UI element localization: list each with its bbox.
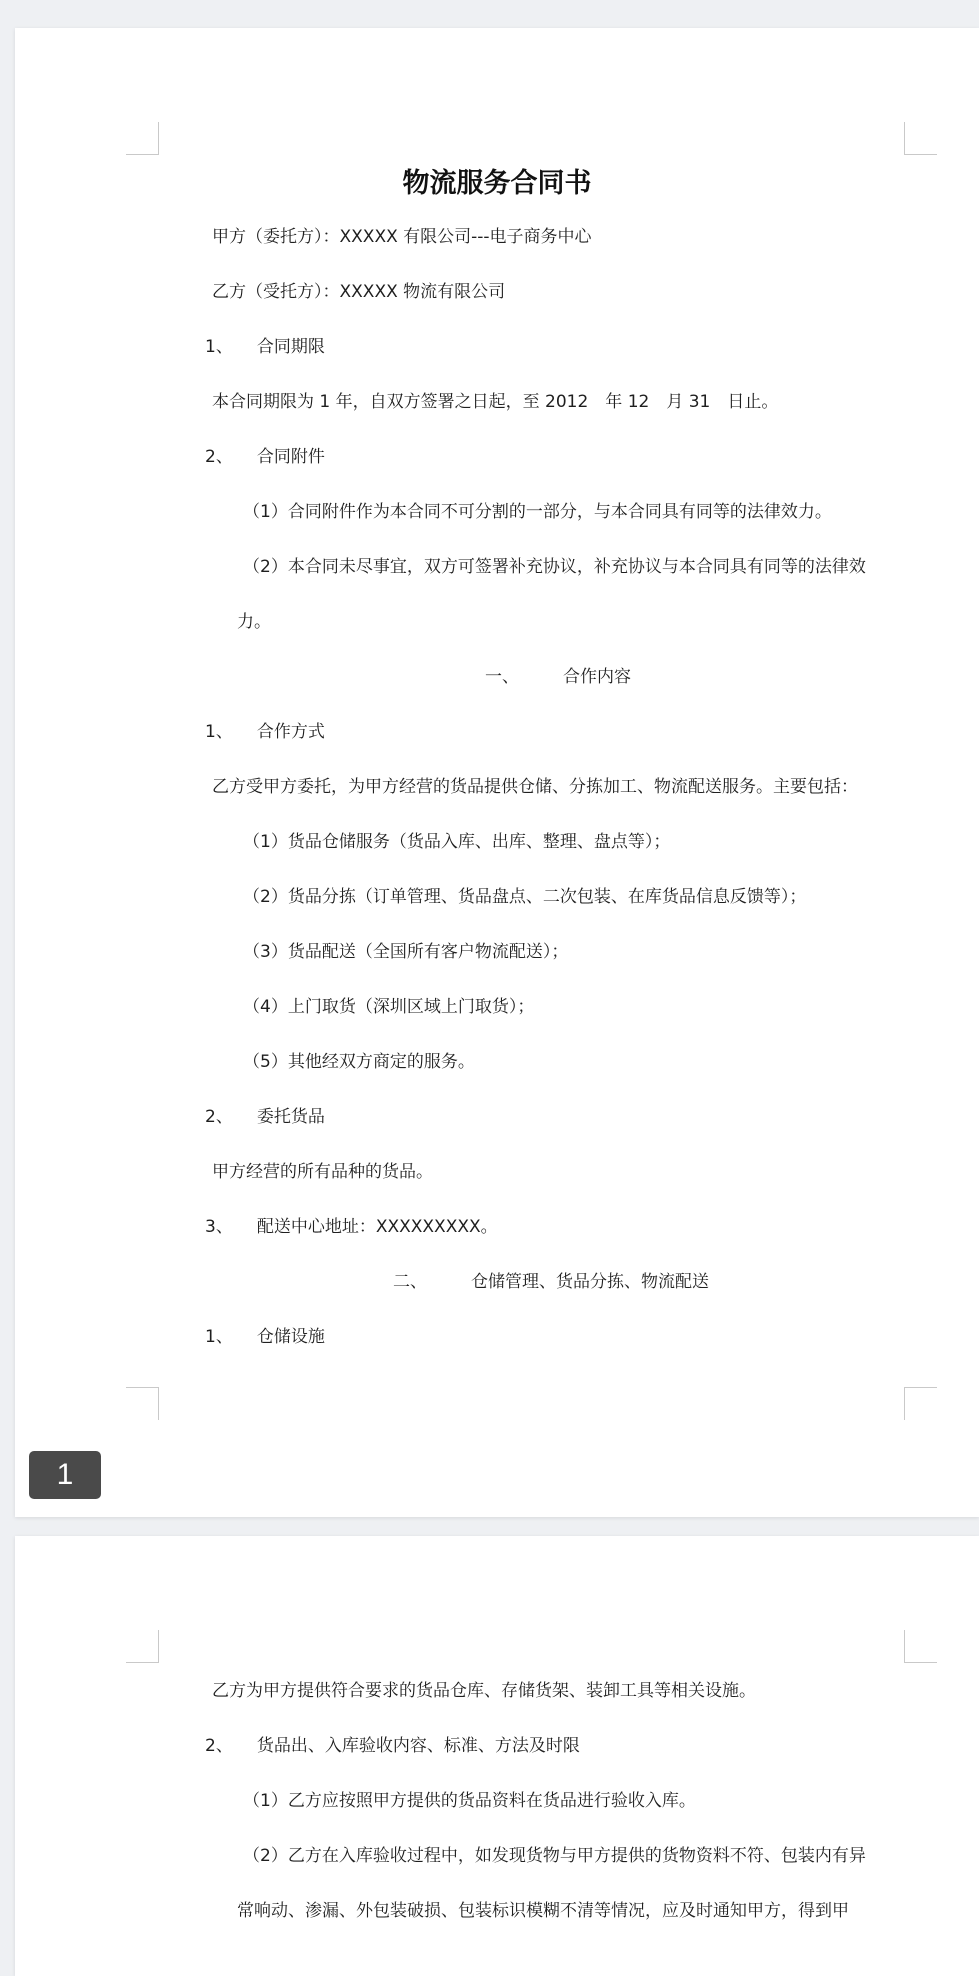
paragraph: 甲方经营的所有品种的货品。 (212, 1162, 433, 1182)
section-title: 货品出、入库验收内容、标准、方法及时限 (256, 1736, 580, 1756)
paragraph: 乙方受甲方委托，为甲方经营的货品提供仓储、分拣加工、物流配送服务。主要包括： (212, 777, 858, 797)
section-number: 3、 (205, 1217, 233, 1237)
paragraph-continuation: 力。 (237, 612, 271, 632)
section-title: 配送中心地址：XXXXXXXXX。 (256, 1217, 498, 1237)
party-a: 甲方（委托方）：XXXXX 有限公司---电子商务中心 (212, 227, 592, 247)
section-heading (205, 445, 325, 469)
section-number: 2、 (205, 447, 233, 467)
section-heading (205, 720, 325, 744)
section-heading (205, 1325, 325, 1349)
margin-mark-top-right (904, 122, 937, 155)
section-title: 仓储设施 (256, 1327, 325, 1347)
margin-mark-bottom-left (126, 1387, 159, 1420)
list-item: （2）货品分拣（订单管理、货品盘点、二次包装、在库货品信息反馈等）； (243, 887, 807, 907)
section-title: 合同期限 (256, 337, 325, 357)
paragraph: （1）乙方应按照甲方提供的货品资料在货品进行验收入库。 (243, 1791, 696, 1811)
margin-mark-top-left (126, 122, 159, 155)
list-item: （3）货品配送（全国所有客户物流配送）； (243, 942, 569, 962)
document-title: 物流服务合同书 (402, 168, 592, 199)
section-number: 2、 (205, 1736, 233, 1756)
list-item: （1）货品仓储服务（货品入库、出库、整理、盘点等）； (243, 832, 671, 852)
list-item: （5）其他经双方商定的服务。 (243, 1052, 475, 1072)
chapter-heading (485, 665, 631, 689)
chapter-title: 合作内容 (563, 667, 631, 687)
margin-mark-bottom-right (904, 1387, 937, 1420)
section-heading (205, 335, 325, 359)
section-heading (205, 1105, 325, 1129)
section-heading (205, 1734, 580, 1758)
section-heading (205, 1215, 498, 1239)
document-page-2 (15, 1536, 979, 1976)
section-number: 1、 (205, 1327, 233, 1347)
margin-mark-top-right (904, 1630, 937, 1663)
chapter-number: 一、 (485, 667, 519, 687)
section-number: 1、 (205, 337, 233, 357)
section-number: 1、 (205, 722, 233, 742)
section-title: 合作方式 (256, 722, 325, 742)
term-text: 本合同期限为 1 年，自双方签署之日起，至 2012 年 12 月 31 日止。 (212, 392, 779, 412)
margin-mark-top-left (126, 1630, 159, 1663)
paragraph: （2）本合同未尽事宜，双方可签署补充协议，补充协议与本合同具有同等的法律效 (243, 557, 866, 577)
paragraph: 乙方为甲方提供符合要求的货品仓库、存储货架、装卸工具等相关设施。 (212, 1681, 756, 1701)
section-title: 委托货品 (256, 1107, 325, 1127)
paragraph: （1）合同附件作为本合同不可分割的一部分，与本合同具有同等的法律效力。 (243, 502, 832, 522)
document-page-1 (15, 28, 979, 1517)
page-number-badge: 1 (29, 1451, 101, 1499)
list-item: （4）上门取货（深圳区域上门取货）； (243, 997, 535, 1017)
party-b: 乙方（受托方）：XXXXX 物流有限公司 (212, 282, 506, 302)
chapter-heading (393, 1270, 709, 1294)
chapter-number: 二、 (393, 1272, 427, 1292)
paragraph: （2）乙方在入库验收过程中，如发现货物与甲方提供的货物资料不符、包装内有异 (243, 1846, 866, 1866)
section-number: 2、 (205, 1107, 233, 1127)
paragraph-continuation: 常响动、渗漏、外包装破损、包装标识模糊不清等情况，应及时通知甲方，得到甲 (237, 1901, 849, 1921)
section-title: 合同附件 (256, 447, 325, 467)
chapter-title: 仓储管理、货品分拣、物流配送 (471, 1272, 709, 1292)
